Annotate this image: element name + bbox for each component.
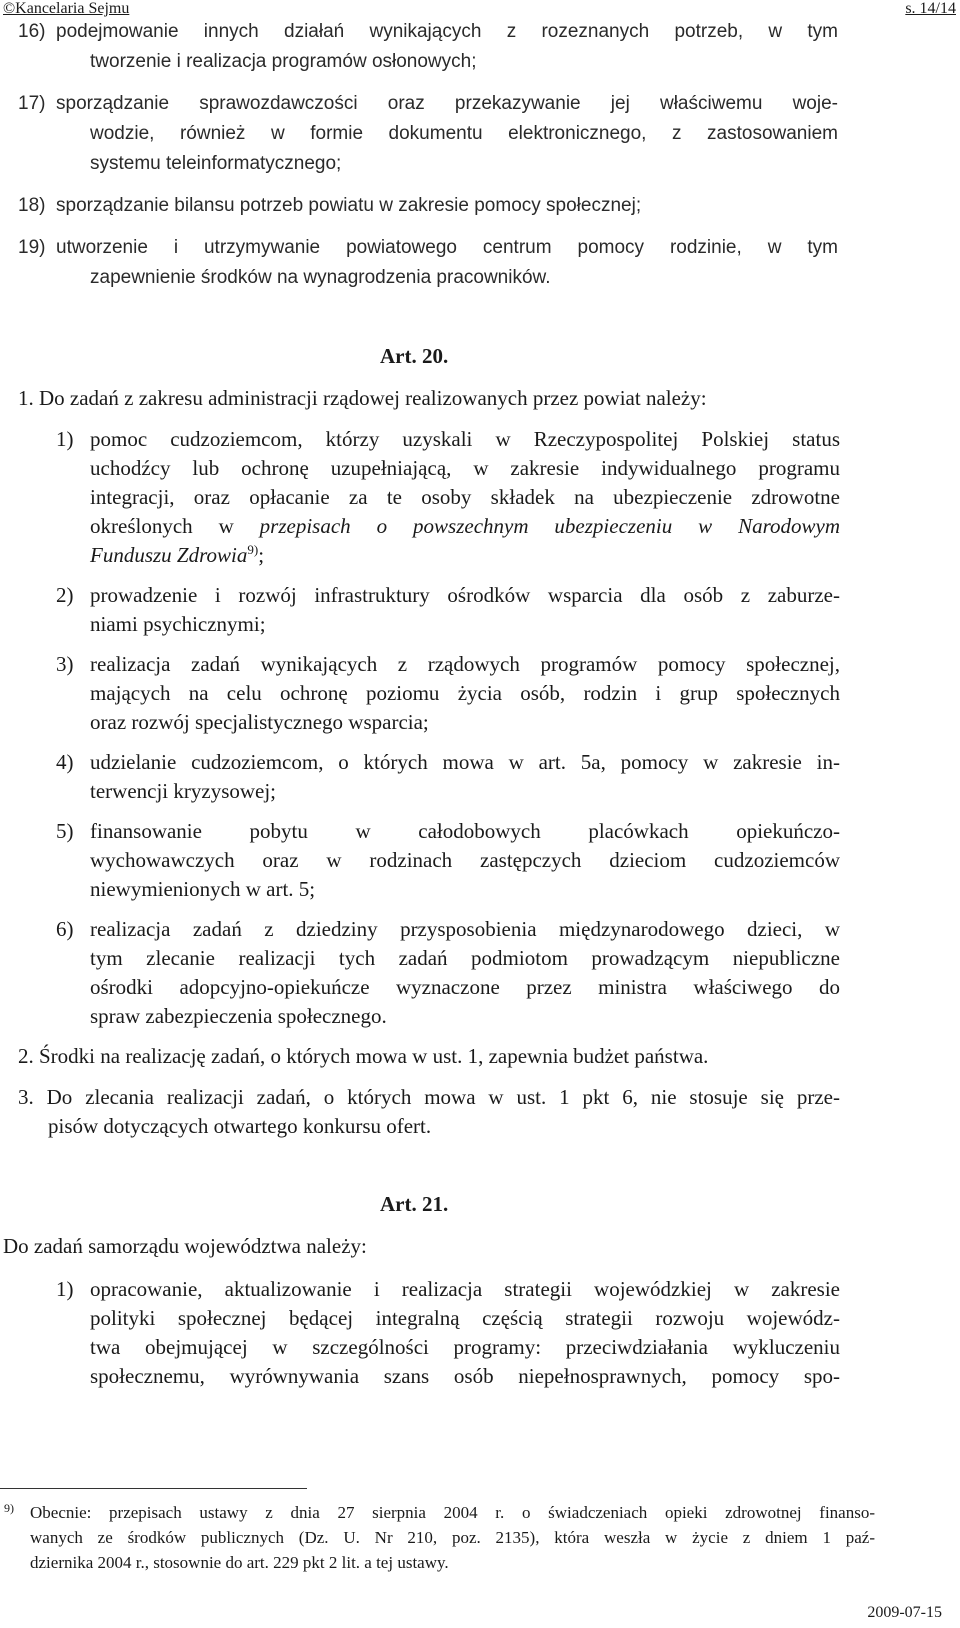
item-number: 2) bbox=[56, 583, 74, 607]
article-20-intro: 1. Do zadań z zakresu administracji rządowej realizowanych przez powiat należy: bbox=[18, 386, 707, 410]
article-21-title: Art. 21. bbox=[380, 1192, 449, 1216]
item-text-line: oraz rozwój specjalistycznego wsparcia; bbox=[90, 710, 429, 734]
item-text-line: opracowanie, aktualizowanie i realizacja strategii wojewódzkiej w zakresie bbox=[90, 1277, 840, 1301]
item-text-line: określonych w przepisach o powszechnym ubezpieczeniu w Narodowym bbox=[90, 514, 840, 538]
item-number: 16) bbox=[18, 21, 46, 42]
footnote-line: wanych ze środków publicznych (Dz. U. Nr 210, poz. 2135), która weszła w życie z dniem 1 paź- bbox=[30, 1528, 875, 1547]
article-20-paragraph-2: 2. Środki na realizację zadań, o których mowa w ust. 1, zapewnia budżet państwa. bbox=[18, 1044, 709, 1068]
item-text-line: finansowanie pobytu w całodobowych placówkach opiekuńczo- bbox=[90, 819, 840, 843]
item-number: 19) bbox=[18, 237, 46, 258]
item-number: 17) bbox=[18, 93, 46, 114]
item-text-line: systemu teleinformatycznego; bbox=[90, 153, 342, 174]
item-number: 18) bbox=[18, 195, 46, 216]
item-text-line: zapewnienie środków na wynagrodzenia pracowników. bbox=[90, 267, 551, 288]
item-number: 5) bbox=[56, 819, 74, 843]
footnote-divider bbox=[0, 1488, 307, 1489]
item-text-line: udzielanie cudzoziemcom, o których mowa w art. 5a, pomocy w zakresie in- bbox=[90, 750, 840, 774]
footnote-text bbox=[30, 1500, 875, 1575]
item-text-line: utworzenie i utrzymywanie powiatowego centrum pomocy rodzinie, w tym bbox=[56, 237, 838, 258]
item-number: 1) bbox=[56, 427, 74, 451]
footer-date: 2009-07-15 bbox=[867, 1604, 942, 1621]
item-text-line: niewymienionych w art. 5; bbox=[90, 877, 316, 901]
item-text-line: niami psychicznymi; bbox=[90, 612, 266, 636]
item-text-line: mających na celu ochronę poziomu życia osób, rodzin i grup społecznych bbox=[90, 681, 840, 705]
article-21-intro: Do zadań samorządu województwa należy: bbox=[3, 1234, 367, 1258]
item-text-line: wodzie, również w formie dokumentu elektronicznego, z zastosowaniem bbox=[90, 123, 838, 144]
item-text-line: tworzenie i realizacja programów osłonowych; bbox=[90, 51, 477, 72]
item-text-line: wychowawczych oraz w rodzinach zastępczych dzieciom cudzoziemców bbox=[90, 848, 840, 872]
footnote-line: dziernika 2004 r., stosownie do art. 229 pkt 2 lit. a tej ustawy. bbox=[30, 1553, 449, 1572]
header-source[interactable]: ©Kancelaria Sejmu bbox=[3, 0, 130, 17]
paragraph-line: pisów dotyczących otwartego konkursu ofert. bbox=[48, 1114, 432, 1138]
header-page-number[interactable]: s. 14/14 bbox=[905, 0, 956, 17]
footnote-reference[interactable]: 9) bbox=[247, 542, 259, 557]
item-text-line: twa obejmującej w szczególności programy: przeciwdziałania wykluczeniu bbox=[90, 1335, 840, 1359]
item-number: 3) bbox=[56, 652, 74, 676]
item-text-line: pomoc cudzoziemcom, którzy uzyskali w Rzeczypospolitej Polskiej status bbox=[90, 427, 840, 451]
item-number: 4) bbox=[56, 750, 74, 774]
item-text-line: prowadzenie i rozwój infrastruktury ośrodków wsparcia dla osób z zaburze- bbox=[90, 583, 840, 607]
item-text-line: podejmowanie innych działań wynikających z rozeznanych potrzeb, w tym bbox=[56, 21, 838, 42]
item-text-line: Funduszu Zdrowia$^{9)}$; bbox=[90, 542, 265, 567]
item-text-line: sporządzanie bilansu potrzeb powiatu w zakresie pomocy społecznej; bbox=[56, 195, 642, 216]
item-text-line: społecznemu, wyrównywania szans osób niepełnosprawnych, pomocy spo- bbox=[90, 1364, 840, 1388]
item-text-line: sporządzanie sprawozdawczości oraz przekazywanie jej właściwemu woje- bbox=[56, 93, 838, 114]
item-text-line: realizacja zadań z dziedziny przysposobienia międzynarodowego dzieci, w bbox=[90, 917, 840, 941]
item-number: 6) bbox=[56, 917, 74, 941]
item-number: 1) bbox=[56, 1277, 74, 1301]
item-text-line: terwencji kryzysowej; bbox=[90, 779, 277, 803]
item-text-line: realizacja zadań wynikających z rządowych programów pomocy społecznej, bbox=[90, 652, 840, 676]
item-text-line: polityki społecznej będącej integralną częścią strategii rozwoju wojewódz- bbox=[90, 1306, 840, 1330]
footnote-mark: 9) bbox=[4, 1501, 14, 1515]
footnote-line: Obecnie: przepisach ustawy z dnia 27 sierpnia 2004 r. o świadczeniach opieki zdrowotnej finanso- bbox=[30, 1503, 875, 1522]
item-text-line: uchodźcy lub ochronę uzupełniającą, w zakresie indywidualnego programu bbox=[90, 456, 840, 480]
paragraph-line: 3. Do zlecania realizacji zadań, o których mowa w ust. 1 pkt 6, nie stosuje się prze- bbox=[18, 1085, 840, 1109]
item-text-line: ośrodki adopcyjno-opiekuńcze wyznaczone przez ministra właściwego do bbox=[90, 975, 840, 999]
article-20-title: Art. 20. bbox=[380, 344, 449, 368]
item-text-line: integracji, oraz opłacanie za te osoby składek na ubezpieczenie zdrowotne bbox=[90, 485, 840, 509]
item-text-line: tym zlecanie realizacji tych zadań podmiotom prowadzącym niepubliczne bbox=[90, 946, 840, 970]
item-text-line: spraw zabezpieczenia społecznego. bbox=[90, 1004, 387, 1028]
